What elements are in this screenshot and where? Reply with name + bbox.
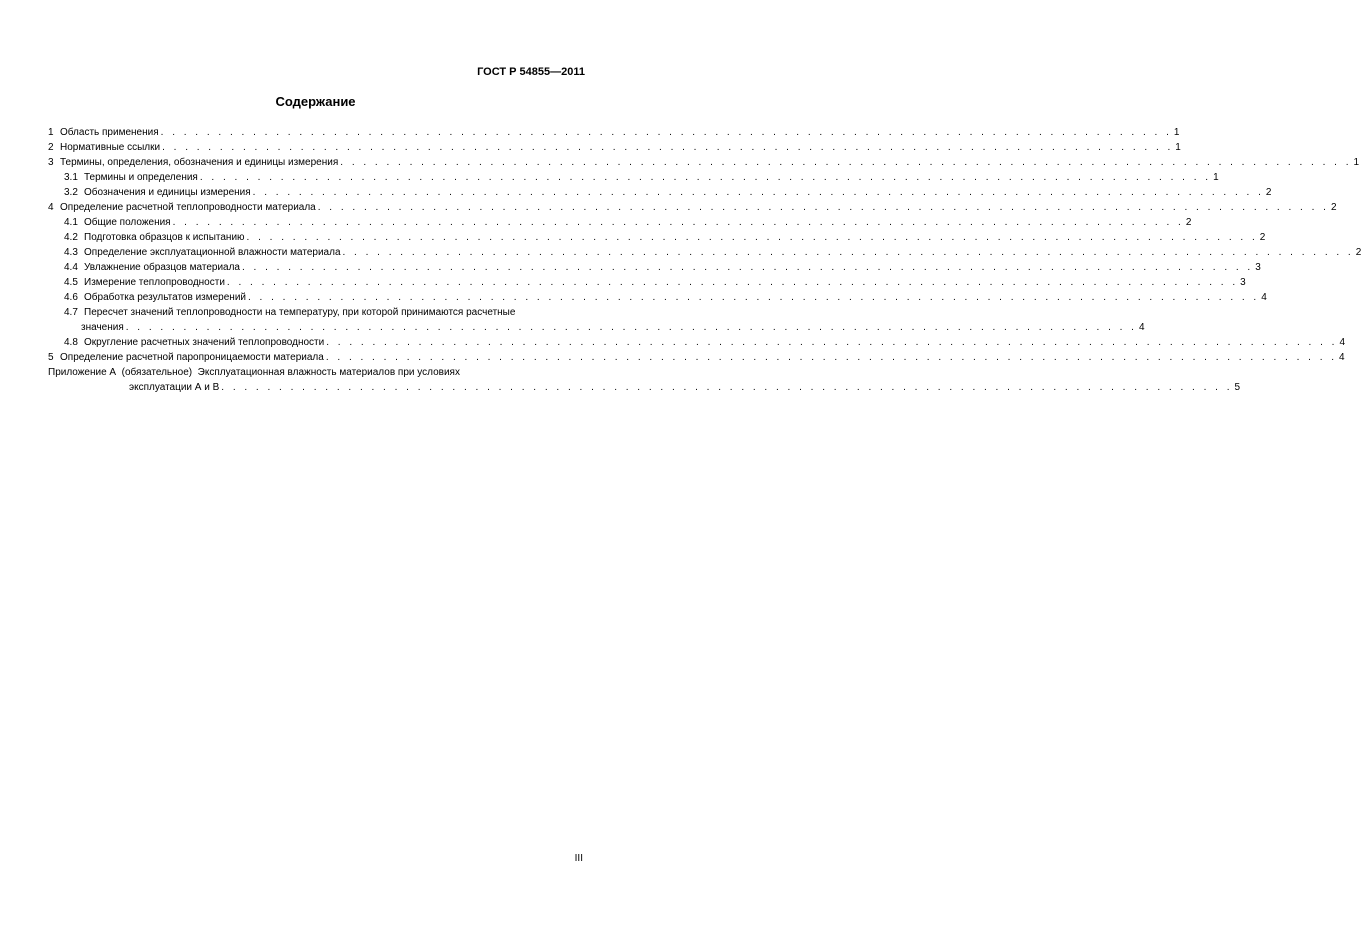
toc-entry-4-4[interactable] — [48, 260, 1261, 275]
toc-entry-label: Приложение А (обязательное) Эксплуатационная влажность материалов при условиях — [48, 367, 460, 378]
leader-dots — [221, 380, 1232, 395]
toc-entry-number: 1 — [48, 127, 54, 138]
standard-code: ГОСТ Р 54855—2011 — [477, 66, 585, 78]
toc-entry-page: 4 — [1261, 292, 1267, 303]
toc-entry-page: 5 — [1234, 382, 1241, 393]
toc-entry-4-7-continuation[interactable] — [48, 320, 1145, 335]
toc-entry-annex-a-continuation[interactable] — [48, 380, 1241, 395]
toc-entry-3[interactable] — [48, 155, 1360, 170]
toc-entry-number: 3.1 — [64, 172, 78, 183]
toc-entry-label: Обработка результатов измерений — [84, 292, 246, 303]
toc-entry-4-7[interactable] — [48, 305, 584, 320]
leader-dots — [126, 320, 1137, 335]
toc-entry-number: 4.8 — [64, 337, 78, 348]
toc-entry-page: 2 — [1185, 217, 1192, 228]
toc-entry-4[interactable] — [48, 200, 1337, 215]
toc-entry-page: 2 — [1330, 202, 1337, 213]
toc-entry-label: Термины, определения, обозначения и единицы измерения — [60, 157, 339, 168]
toc-entry-label: Увлажнение образцов материала — [84, 262, 240, 273]
toc-entry-4-1[interactable] — [48, 215, 1192, 230]
toc-entry-number: 4 — [48, 202, 54, 213]
leader-dots — [242, 260, 1253, 275]
toc-entry-5[interactable] — [48, 350, 1345, 365]
toc-entry-label: Обозначения и единицы измерения — [84, 187, 251, 198]
toc-entry-number: 2 — [48, 142, 54, 153]
toc-entry-page: 1 — [1353, 157, 1360, 168]
toc-entry-label: Пересчет значений теплопроводности на температуру, при которой принимаются расчетные — [84, 307, 516, 318]
leader-dots — [162, 140, 1173, 155]
toc-entry-label: Общие положения — [84, 217, 171, 228]
toc-entry-label: Определение эксплуатационной влажности материала — [84, 247, 341, 258]
toc-entry-label: Измерение теплопроводности — [84, 277, 225, 288]
toc-entry-annex-a[interactable] — [48, 365, 584, 380]
leader-dots — [340, 155, 1351, 170]
leader-dots — [248, 290, 1259, 305]
leader-dots — [227, 275, 1238, 290]
toc-entry-label: Определение расчетной теплопроводности материала — [60, 202, 316, 213]
toc-entry-4-8[interactable] — [48, 335, 1345, 350]
leader-dots — [161, 125, 1172, 140]
leader-dots — [343, 245, 1354, 260]
toc-entry-number: 4.5 — [64, 277, 78, 288]
toc-entry-4-6[interactable] — [48, 290, 1267, 305]
toc-entry-page: 2 — [1259, 232, 1266, 243]
leader-dots — [173, 215, 1184, 230]
toc-entry-number: 4.2 — [64, 232, 78, 243]
toc-entry-number: 5 — [48, 352, 54, 363]
toc-entry-4-3[interactable] — [48, 245, 1361, 260]
toc-entry-page: 2 — [1355, 247, 1361, 258]
page-title: Содержание — [275, 94, 356, 109]
toc-entry-page: 4 — [1138, 322, 1145, 333]
toc-entry-label: Округление расчетных значений теплопроводности — [84, 337, 325, 348]
toc-entry-number: 4.7 — [64, 307, 78, 318]
toc-entry-label: Нормативные ссылки — [60, 142, 161, 153]
leader-dots — [326, 350, 1337, 365]
leader-dots — [253, 185, 1264, 200]
toc-entry-page: 3 — [1255, 262, 1261, 273]
toc-entry-3-1[interactable] — [48, 170, 1219, 185]
toc-entry-number: 4.6 — [64, 292, 78, 303]
toc-entry-page: 2 — [1265, 187, 1272, 198]
toc-entry-number: 3 — [48, 157, 54, 168]
leader-dots — [326, 335, 1337, 350]
toc-entry-2[interactable] — [48, 140, 1181, 155]
toc-entry-3-2[interactable] — [48, 185, 1272, 200]
toc-entry-page: 3 — [1240, 277, 1246, 288]
toc-entry-number: 3.2 — [64, 187, 78, 198]
toc-entry-label: Подготовка образцов к испытанию — [84, 232, 245, 243]
toc-entry-4-2[interactable] — [48, 230, 1266, 245]
toc-entry-number: 4.3 — [64, 247, 78, 258]
toc-entry-page: 1 — [1173, 127, 1180, 138]
toc-entry-1[interactable] — [48, 125, 1180, 140]
toc-entry-4-5[interactable] — [48, 275, 1246, 290]
table-of-contents — [48, 125, 1361, 395]
toc-entry-page: 1 — [1213, 172, 1219, 183]
toc-entry-label: Область применения — [60, 127, 159, 138]
leader-dots — [247, 230, 1258, 245]
leader-dots — [318, 200, 1329, 215]
toc-entry-label: Термины и определения — [84, 172, 198, 183]
toc-entry-label-continuation: эксплуатации А и В — [129, 382, 220, 393]
toc-entry-label-continuation: значения — [81, 322, 124, 333]
page-number: III — [574, 853, 583, 864]
toc-entry-page: 4 — [1339, 352, 1345, 363]
leader-dots — [200, 170, 1211, 185]
toc-entry-number: 4.1 — [64, 217, 78, 228]
toc-entry-number: 4.4 — [64, 262, 78, 273]
toc-entry-page: 1 — [1175, 142, 1181, 153]
toc-entry-page: 4 — [1339, 337, 1345, 348]
toc-entry-label: Определение расчетной паропроницаемости материала — [60, 352, 324, 363]
